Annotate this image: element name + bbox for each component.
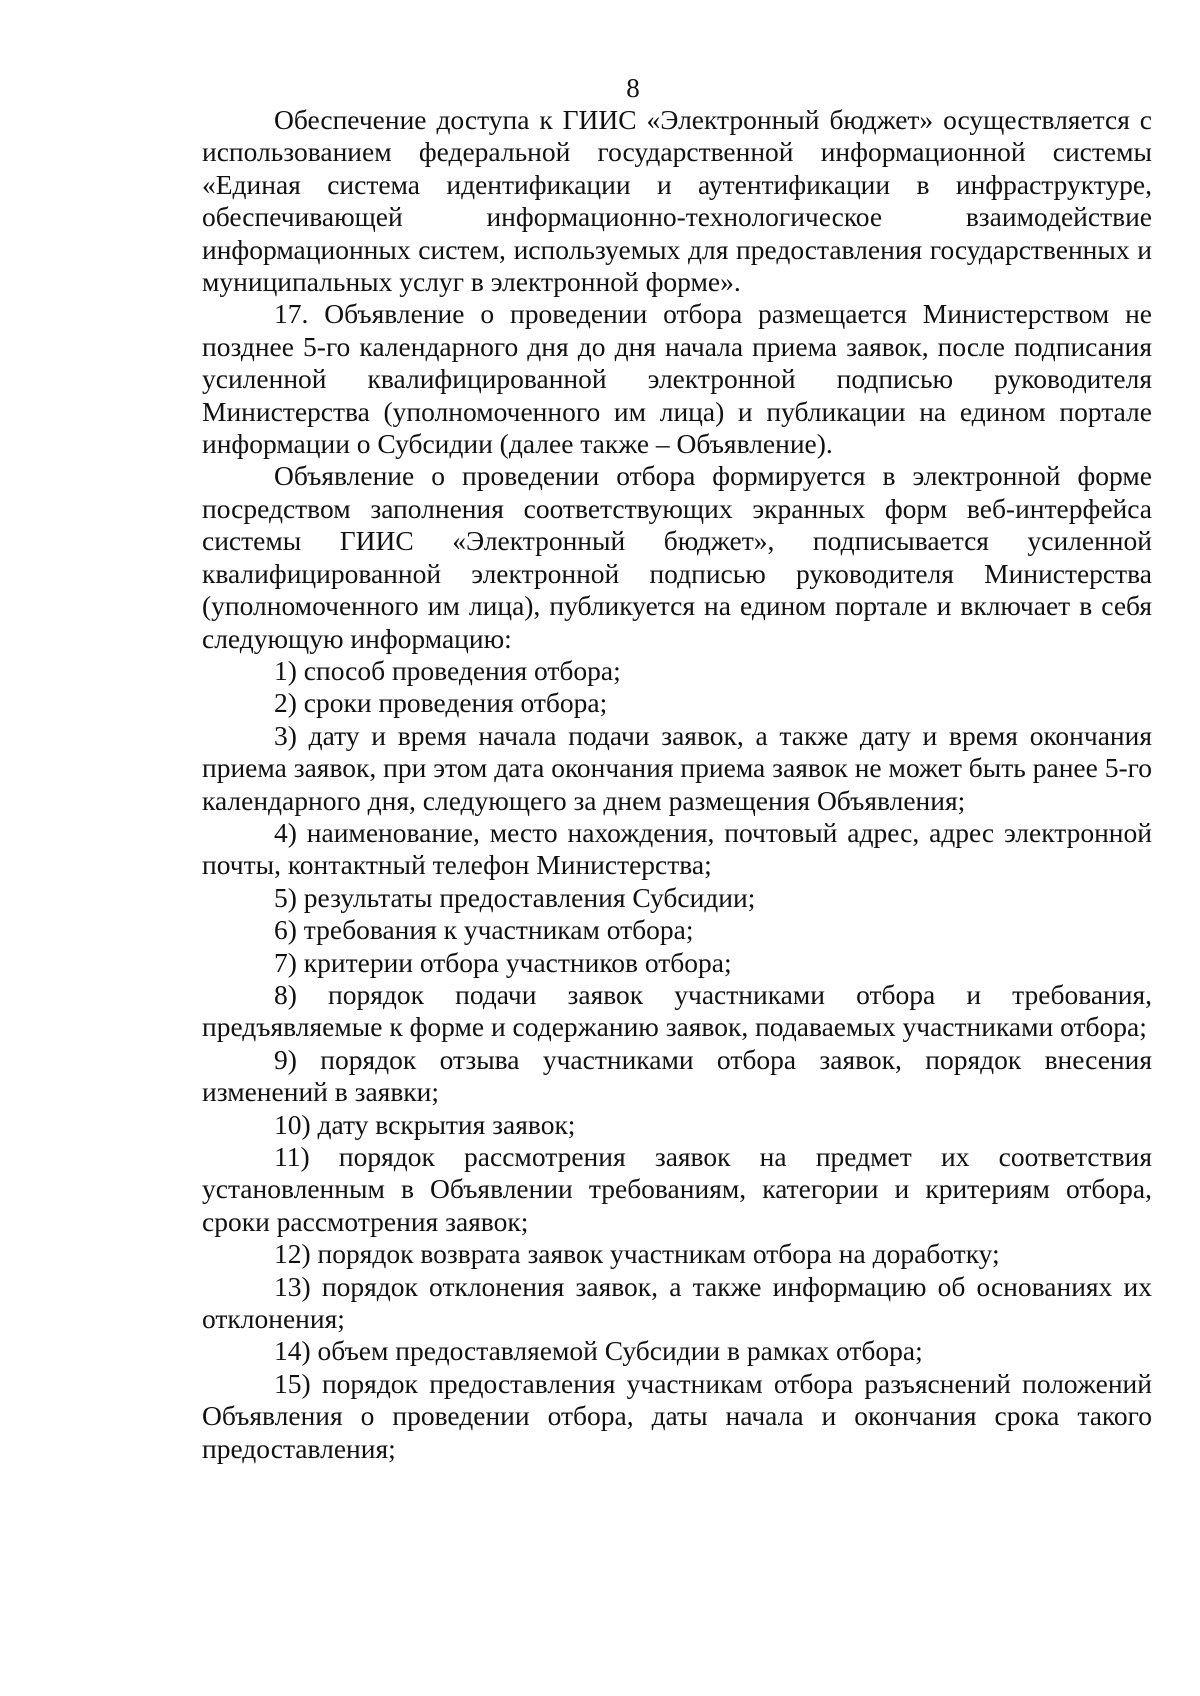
list-item-3: 3) дату и время начала подачи заявок, а также дату и время окончания приема заявок, при этом дата окончания приема заявок не может быть ранее 5-го календарного дня, следующего за днем размещения Объявления; (202, 719, 1152, 816)
list-item-2: 2) сроки проведения отбора; (274, 687, 608, 719)
page-number: 8 (626, 73, 640, 103)
list-item-5: 5) результаты предоставления Субсидии; (274, 881, 756, 913)
list-item-9: 9) порядок отзыва участниками отбора заявок, порядок внесения изменений в заявки; (202, 1043, 1152, 1108)
list-item-11: 11) порядок рассмотрения заявок на предмет их соответствия установленным в Объявлении требованиям, категории и критериям отбора, сроки рассмотрения заявок; (202, 1141, 1152, 1237)
list-item-8: 8) порядок подачи заявок участниками отбора и требования, предъявляемые к форме и содержанию заявок, подаваемых участниками отбора; (202, 978, 1152, 1043)
paragraph-17-announcement: 17. Объявление о проведении отбора размещается Министерством не позднее 5-го календарного дня до дня начала приема заявок, после подписания усиленной квалифицированной электронной подписью руководителя Министерства (уполномоченного им лица) и публикации на едином портале информации о Субсидии (далее также – Объявление). (202, 298, 1152, 460)
list-item-1: 1) способ проведения отбора; (274, 654, 621, 686)
paragraph-access-provision: Обеспечение доступа к ГИИС «Электронный бюджет» осуществляется с использованием федеральной государственной информационной системы «Единая система идентификации и аутентификации в инфраструктуре, обеспечивающей информационно-технологическое взаимодействие информационных систем, используемых для предоставления государственных и муниципальных услуг в электронной форме». (202, 104, 1152, 298)
document-body (202, 104, 1152, 1465)
list-item-10: 10) дату вскрытия заявок; (274, 1108, 576, 1140)
list-item-7: 7) критерии отбора участников отбора; (274, 946, 732, 978)
list-item-6: 6) требования к участникам отбора; (274, 914, 694, 946)
list-item-14: 14) объем предоставляемой Субсидии в рамках отбора; (274, 1335, 923, 1367)
paragraph-announcement-content: Объявление о проведении отбора формируется в электронной форме посредством заполнения соответствующих экранных форм веб-интерфейса системы ГИИС «Электронный бюджет», подписывается усиленной квалифицированной электронной подписью руководителя Министерства (уполномоченного им лица), публикуется на едином портале и включает в себя следующую информацию: (202, 460, 1152, 654)
list-item-4: 4) наименование, место нахождения, почтовый адрес, адрес электронной почты, контактный телефон Министерства; (202, 816, 1152, 881)
list-item-13: 13) порядок отклонения заявок, а также информацию об основаниях их отклонения; (202, 1270, 1152, 1335)
list-item-12: 12) порядок возврата заявок участникам отбора на доработку; (274, 1238, 1000, 1270)
list-item-15: 15) порядок предоставления участникам отбора разъяснений положений Объявления о проведении отбора, даты начала и окончания срока такого предоставления; (202, 1367, 1152, 1464)
